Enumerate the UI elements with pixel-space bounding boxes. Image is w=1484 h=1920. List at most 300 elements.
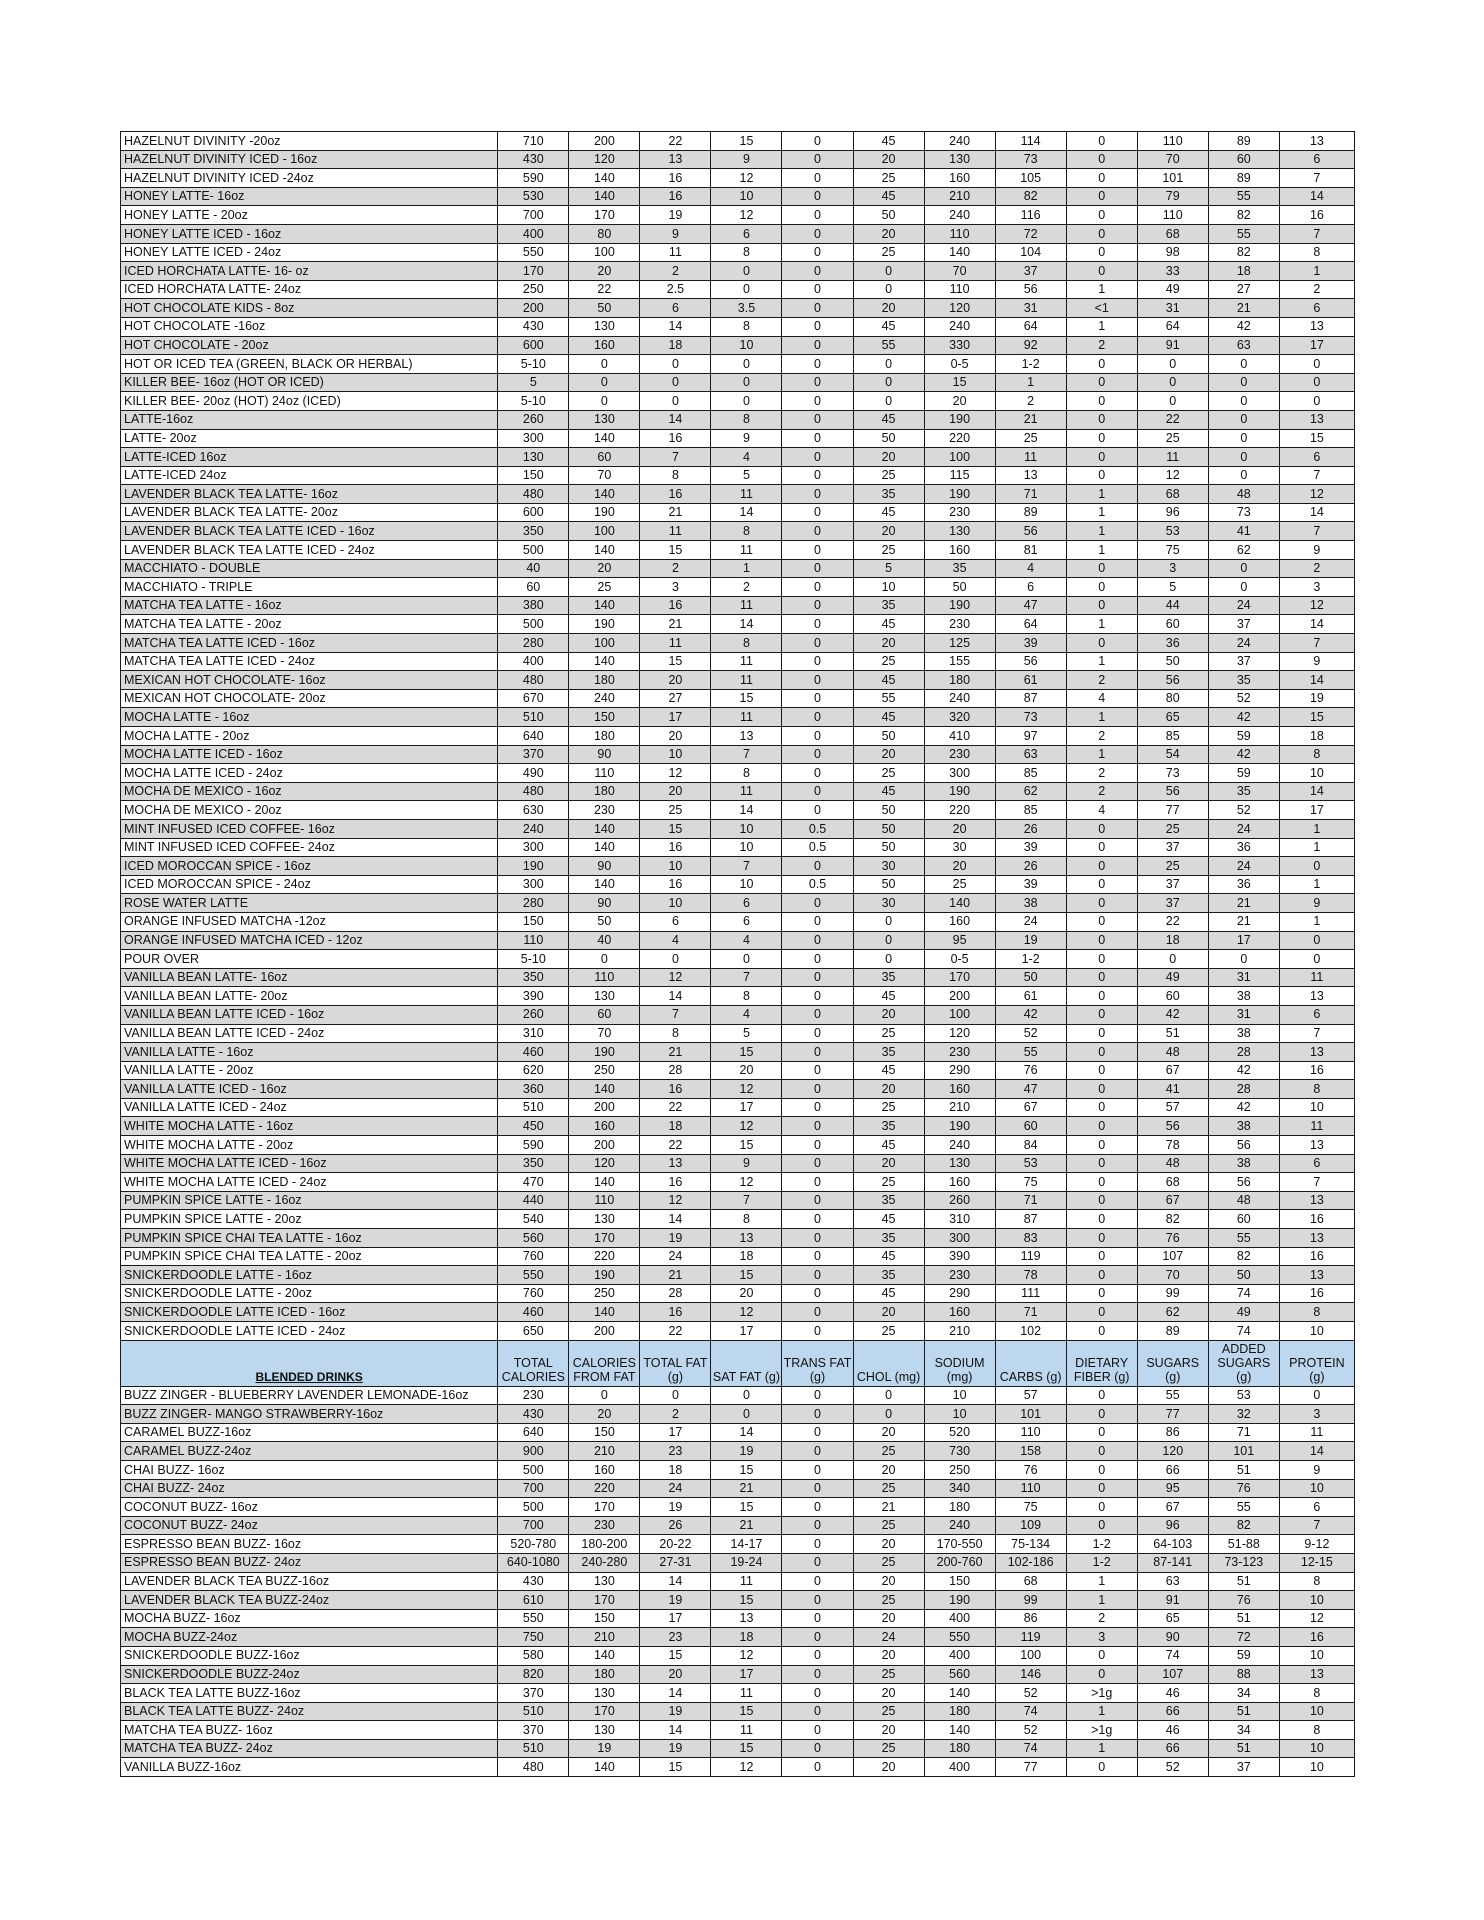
- cell-chol: 20: [853, 745, 924, 764]
- cell-total-fat: 16: [640, 485, 711, 504]
- cell-chol: 45: [853, 1061, 924, 1080]
- cell-dietary-fiber: 4: [1066, 689, 1137, 708]
- cell-total-fat: 2: [640, 1405, 711, 1424]
- cell-carbs: 72: [995, 224, 1066, 243]
- cell-carbs: 1-2: [995, 950, 1066, 969]
- cell-sodium: 190: [924, 782, 995, 801]
- cell-trans-fat: 0: [782, 634, 853, 653]
- cell-trans-fat: 0: [782, 1191, 853, 1210]
- cell-sat-fat: 6: [711, 224, 782, 243]
- cell-dietary-fiber: 0: [1066, 187, 1137, 206]
- cell-chol: 20: [853, 522, 924, 541]
- table-row: [121, 1442, 1355, 1461]
- cell-protein: 6: [1279, 1498, 1354, 1517]
- cell-carbs: 77: [995, 1758, 1066, 1777]
- cell-dietary-fiber: <1: [1066, 299, 1137, 318]
- cell-carbs: 110: [995, 1479, 1066, 1498]
- cell-dietary-fiber: 0: [1066, 132, 1137, 151]
- cell-added-sugars: 59: [1208, 1646, 1279, 1665]
- cell-trans-fat: 0: [782, 1721, 853, 1740]
- cell-sugars: 37: [1137, 838, 1208, 857]
- cell-total-calories: 150: [498, 466, 569, 485]
- cell-trans-fat: 0: [782, 1553, 853, 1572]
- cell-sugars: 25: [1137, 429, 1208, 448]
- drink-name: ICED MOROCCAN SPICE - 16oz: [121, 857, 498, 876]
- cell-protein: 6: [1279, 299, 1354, 318]
- cell-sugars: 66: [1137, 1702, 1208, 1721]
- cell-total-fat: 8: [640, 1024, 711, 1043]
- cell-protein: 0: [1279, 355, 1354, 374]
- cell-trans-fat: 0: [782, 1322, 853, 1341]
- cell-total-calories: 640-1080: [498, 1553, 569, 1572]
- cell-sat-fat: 18: [711, 1247, 782, 1266]
- cell-total-calories: 200: [498, 299, 569, 318]
- cell-trans-fat: 0: [782, 987, 853, 1006]
- cell-total-fat: 17: [640, 1423, 711, 1442]
- cell-calories-from-fat: 110: [569, 764, 640, 783]
- cell-carbs: 89: [995, 503, 1066, 522]
- drink-name: HOT CHOCOLATE -16oz: [121, 317, 498, 336]
- cell-sugars: 46: [1137, 1721, 1208, 1740]
- cell-sugars: 76: [1137, 1229, 1208, 1248]
- cell-total-calories: 430: [498, 1572, 569, 1591]
- cell-total-fat: 20: [640, 1665, 711, 1684]
- cell-total-calories: 460: [498, 1043, 569, 1062]
- cell-chol: 0: [853, 355, 924, 374]
- cell-chol: 25: [853, 1322, 924, 1341]
- cell-sat-fat: 5: [711, 1024, 782, 1043]
- cell-trans-fat: 0: [782, 1498, 853, 1517]
- cell-total-fat: 13: [640, 1154, 711, 1173]
- cell-total-calories: 430: [498, 1405, 569, 1424]
- cell-total-calories: 190: [498, 857, 569, 876]
- cell-carbs: 24: [995, 912, 1066, 931]
- table-row: [121, 912, 1355, 931]
- drink-name: ROSE WATER LATTE: [121, 894, 498, 913]
- cell-dietary-fiber: 0: [1066, 1061, 1137, 1080]
- cell-dietary-fiber: 0: [1066, 1758, 1137, 1777]
- cell-sat-fat: 12: [711, 1646, 782, 1665]
- table-row: [121, 1572, 1355, 1591]
- cell-calories-from-fat: 250: [569, 1061, 640, 1080]
- cell-trans-fat: 0: [782, 485, 853, 504]
- drink-name: MINT INFUSED ICED COFFEE- 16oz: [121, 819, 498, 838]
- cell-sat-fat: 8: [711, 1210, 782, 1229]
- cell-added-sugars: 82: [1208, 1516, 1279, 1535]
- cell-sugars: 41: [1137, 1080, 1208, 1099]
- cell-added-sugars: 59: [1208, 727, 1279, 746]
- cell-dietary-fiber: 0: [1066, 1646, 1137, 1665]
- drink-name: ORANGE INFUSED MATCHA -12oz: [121, 912, 498, 931]
- cell-sat-fat: 14: [711, 1423, 782, 1442]
- cell-sat-fat: 6: [711, 912, 782, 931]
- table-row: [121, 968, 1355, 987]
- cell-carbs: 78: [995, 1266, 1066, 1285]
- cell-chol: 25: [853, 652, 924, 671]
- cell-added-sugars: 24: [1208, 634, 1279, 653]
- cell-total-calories: 500: [498, 1498, 569, 1517]
- cell-sodium: 410: [924, 727, 995, 746]
- cell-protein: 13: [1279, 1266, 1354, 1285]
- cell-sat-fat: 8: [711, 410, 782, 429]
- cell-carbs: 97: [995, 727, 1066, 746]
- cell-protein: 13: [1279, 132, 1354, 151]
- cell-sodium: 400: [924, 1758, 995, 1777]
- cell-dietary-fiber: 0: [1066, 429, 1137, 448]
- cell-carbs: 81: [995, 541, 1066, 560]
- cell-sat-fat: 19-24: [711, 1553, 782, 1572]
- column-header-sodium: SODIUM (mg): [924, 1340, 995, 1386]
- cell-chol: 45: [853, 1136, 924, 1155]
- cell-chol: 45: [853, 1247, 924, 1266]
- drink-name: BLACK TEA LATTE BUZZ- 24oz: [121, 1702, 498, 1721]
- cell-protein: 6: [1279, 150, 1354, 169]
- drink-name: MATCHA TEA LATTE - 20oz: [121, 615, 498, 634]
- cell-protein: 13: [1279, 1229, 1354, 1248]
- cell-calories-from-fat: 130: [569, 1721, 640, 1740]
- cell-dietary-fiber: 1: [1066, 541, 1137, 560]
- cell-calories-from-fat: 0: [569, 392, 640, 411]
- cell-total-calories: 480: [498, 1758, 569, 1777]
- cell-carbs: 19: [995, 931, 1066, 950]
- cell-trans-fat: 0: [782, 912, 853, 931]
- cell-carbs: 92: [995, 336, 1066, 355]
- cell-sodium: 560: [924, 1665, 995, 1684]
- cell-added-sugars: 74: [1208, 1322, 1279, 1341]
- cell-sat-fat: 11: [711, 1721, 782, 1740]
- cell-chol: 0: [853, 1405, 924, 1424]
- cell-trans-fat: 0: [782, 132, 853, 151]
- drink-name: MOCHA BUZZ- 16oz: [121, 1609, 498, 1628]
- cell-sugars: 96: [1137, 1516, 1208, 1535]
- column-header-protein: PROTEIN (g): [1279, 1340, 1354, 1386]
- cell-total-fat: 0: [640, 355, 711, 374]
- cell-total-calories: 700: [498, 1516, 569, 1535]
- cell-trans-fat: 0: [782, 689, 853, 708]
- cell-total-fat: 22: [640, 1322, 711, 1341]
- cell-trans-fat: 0: [782, 1386, 853, 1405]
- cell-carbs: 64: [995, 615, 1066, 634]
- cell-total-fat: 24: [640, 1247, 711, 1266]
- drink-name: VANILLA BEAN LATTE ICED - 24oz: [121, 1024, 498, 1043]
- cell-dietary-fiber: 0: [1066, 1173, 1137, 1192]
- cell-added-sugars: 36: [1208, 875, 1279, 894]
- cell-chol: 30: [853, 894, 924, 913]
- cell-carbs: 37: [995, 262, 1066, 281]
- cell-carbs: 119: [995, 1247, 1066, 1266]
- cell-protein: 7: [1279, 1173, 1354, 1192]
- cell-added-sugars: 38: [1208, 987, 1279, 1006]
- cell-dietary-fiber: 0: [1066, 224, 1137, 243]
- cell-sodium: 170-550: [924, 1535, 995, 1554]
- cell-calories-from-fat: 190: [569, 503, 640, 522]
- cell-protein: 7: [1279, 634, 1354, 653]
- cell-added-sugars: 56: [1208, 1173, 1279, 1192]
- cell-sugars: 91: [1137, 336, 1208, 355]
- cell-sodium: 300: [924, 1229, 995, 1248]
- cell-sodium: 190: [924, 485, 995, 504]
- table-row: [121, 708, 1355, 727]
- cell-total-fat: 0: [640, 392, 711, 411]
- cell-total-fat: 19: [640, 1229, 711, 1248]
- cell-sugars: 96: [1137, 503, 1208, 522]
- cell-protein: 16: [1279, 1210, 1354, 1229]
- cell-protein: 14: [1279, 782, 1354, 801]
- cell-calories-from-fat: 130: [569, 987, 640, 1006]
- cell-protein: 14: [1279, 187, 1354, 206]
- table-row: [121, 950, 1355, 969]
- cell-total-fat: 28: [640, 1061, 711, 1080]
- drink-name: MEXICAN HOT CHOCOLATE- 16oz: [121, 671, 498, 690]
- cell-dietary-fiber: 0: [1066, 355, 1137, 374]
- table-row: [121, 727, 1355, 746]
- cell-total-calories: 590: [498, 169, 569, 188]
- cell-sugars: 25: [1137, 819, 1208, 838]
- cell-trans-fat: 0: [782, 1405, 853, 1424]
- cell-total-calories: 710: [498, 132, 569, 151]
- table-row: [121, 1322, 1355, 1341]
- cell-added-sugars: 82: [1208, 206, 1279, 225]
- cell-sugars: 44: [1137, 596, 1208, 615]
- cell-sat-fat: 14-17: [711, 1535, 782, 1554]
- table-row: [121, 522, 1355, 541]
- cell-sugars: 12: [1137, 466, 1208, 485]
- cell-total-fat: 20-22: [640, 1535, 711, 1554]
- cell-added-sugars: 34: [1208, 1684, 1279, 1703]
- cell-sodium: 300: [924, 764, 995, 783]
- cell-sugars: 101: [1137, 169, 1208, 188]
- column-header-total-calories: TOTAL CALORIES: [498, 1340, 569, 1386]
- cell-added-sugars: 55: [1208, 1498, 1279, 1517]
- cell-chol: 45: [853, 782, 924, 801]
- cell-protein: 11: [1279, 1423, 1354, 1442]
- table-row: [121, 596, 1355, 615]
- cell-sodium: 110: [924, 224, 995, 243]
- drink-name: COCONUT BUZZ- 16oz: [121, 1498, 498, 1517]
- cell-calories-from-fat: 90: [569, 745, 640, 764]
- cell-sodium: 140: [924, 1684, 995, 1703]
- cell-sugars: 31: [1137, 299, 1208, 318]
- cell-added-sugars: 0: [1208, 466, 1279, 485]
- cell-total-fat: 24: [640, 1479, 711, 1498]
- table-row: [121, 1702, 1355, 1721]
- cell-sodium: 180: [924, 1702, 995, 1721]
- cell-total-calories: 560: [498, 1229, 569, 1248]
- cell-sat-fat: 11: [711, 652, 782, 671]
- cell-total-fat: 14: [640, 1721, 711, 1740]
- cell-chol: 5: [853, 559, 924, 578]
- table-row: [121, 336, 1355, 355]
- table-row: [121, 634, 1355, 653]
- cell-sodium: 20: [924, 819, 995, 838]
- drink-name: MOCHA LATTE - 20oz: [121, 727, 498, 746]
- cell-chol: 45: [853, 987, 924, 1006]
- cell-sodium: 220: [924, 429, 995, 448]
- cell-total-fat: 16: [640, 596, 711, 615]
- cell-carbs: 39: [995, 634, 1066, 653]
- cell-calories-from-fat: 140: [569, 819, 640, 838]
- cell-sugars: 82: [1137, 1210, 1208, 1229]
- cell-dietary-fiber: 0: [1066, 150, 1137, 169]
- cell-calories-from-fat: 140: [569, 1758, 640, 1777]
- cell-total-calories: 590: [498, 1136, 569, 1155]
- cell-total-fat: 3: [640, 578, 711, 597]
- cell-calories-from-fat: 50: [569, 912, 640, 931]
- cell-trans-fat: 0: [782, 1591, 853, 1610]
- cell-trans-fat: 0: [782, 745, 853, 764]
- cell-trans-fat: 0: [782, 243, 853, 262]
- cell-sodium: 200-760: [924, 1553, 995, 1572]
- cell-total-fat: 11: [640, 243, 711, 262]
- cell-sodium: 390: [924, 1247, 995, 1266]
- cell-sodium: 320: [924, 708, 995, 727]
- cell-sodium: 330: [924, 336, 995, 355]
- drink-name: ICED HORCHATA LATTE- 24oz: [121, 280, 498, 299]
- cell-protein: 8: [1279, 1080, 1354, 1099]
- cell-total-fat: 14: [640, 1572, 711, 1591]
- drink-name: LATTE-ICED 16oz: [121, 448, 498, 467]
- cell-carbs: 61: [995, 987, 1066, 1006]
- cell-trans-fat: 0: [782, 1173, 853, 1192]
- cell-trans-fat: 0: [782, 1024, 853, 1043]
- table-row: [121, 1423, 1355, 1442]
- cell-sugars: 110: [1137, 206, 1208, 225]
- cell-total-fat: 19: [640, 1702, 711, 1721]
- cell-dietary-fiber: 1: [1066, 522, 1137, 541]
- drink-name: MATCHA TEA LATTE - 16oz: [121, 596, 498, 615]
- cell-protein: 12: [1279, 1609, 1354, 1628]
- cell-trans-fat: 0: [782, 355, 853, 374]
- cell-sugars: 65: [1137, 708, 1208, 727]
- cell-calories-from-fat: 160: [569, 1460, 640, 1479]
- cell-total-fat: 9: [640, 224, 711, 243]
- cell-dietary-fiber: 0: [1066, 931, 1137, 950]
- cell-protein: 7: [1279, 522, 1354, 541]
- cell-calories-from-fat: 230: [569, 1516, 640, 1535]
- cell-dietary-fiber: 0: [1066, 912, 1137, 931]
- cell-trans-fat: 0: [782, 1005, 853, 1024]
- cell-protein: 3: [1279, 1405, 1354, 1424]
- cell-sat-fat: 7: [711, 1191, 782, 1210]
- cell-chol: 20: [853, 1758, 924, 1777]
- cell-sodium: 160: [924, 912, 995, 931]
- drink-name: CARAMEL BUZZ-24oz: [121, 1442, 498, 1461]
- table-row: [121, 1516, 1355, 1535]
- cell-sat-fat: 11: [711, 485, 782, 504]
- cell-total-fat: 19: [640, 206, 711, 225]
- cell-sodium: 180: [924, 671, 995, 690]
- table-row: [121, 578, 1355, 597]
- cell-sat-fat: 0: [711, 392, 782, 411]
- cell-sugars: 0: [1137, 355, 1208, 374]
- cell-chol: 25: [853, 764, 924, 783]
- cell-dietary-fiber: 0: [1066, 1423, 1137, 1442]
- cell-dietary-fiber: 0: [1066, 410, 1137, 429]
- cell-calories-from-fat: 140: [569, 541, 640, 560]
- cell-calories-from-fat: 140: [569, 652, 640, 671]
- drink-name: VANILLA LATTE ICED - 16oz: [121, 1080, 498, 1099]
- cell-dietary-fiber: 0: [1066, 987, 1137, 1006]
- cell-sodium: 100: [924, 448, 995, 467]
- cell-trans-fat: 0: [782, 1572, 853, 1591]
- cell-chol: 0: [853, 931, 924, 950]
- cell-calories-from-fat: 50: [569, 299, 640, 318]
- cell-calories-from-fat: 160: [569, 336, 640, 355]
- cell-added-sugars: 73-123: [1208, 1553, 1279, 1572]
- cell-carbs: 71: [995, 1303, 1066, 1322]
- cell-sodium: 520: [924, 1423, 995, 1442]
- cell-added-sugars: 73: [1208, 503, 1279, 522]
- cell-sodium: 120: [924, 299, 995, 318]
- table-row: [121, 243, 1355, 262]
- drink-name: SNICKERDOODLE LATTE ICED - 24oz: [121, 1322, 498, 1341]
- cell-calories-from-fat: 100: [569, 634, 640, 653]
- cell-sodium: 140: [924, 1721, 995, 1740]
- cell-dietary-fiber: 1: [1066, 652, 1137, 671]
- cell-calories-from-fat: 0: [569, 1386, 640, 1405]
- cell-sugars: 68: [1137, 485, 1208, 504]
- section-header-row: [121, 1340, 1355, 1386]
- cell-total-calories: 350: [498, 522, 569, 541]
- cell-calories-from-fat: 90: [569, 894, 640, 913]
- column-header-total-fat: TOTAL FAT (g): [640, 1340, 711, 1386]
- cell-dietary-fiber: 0: [1066, 448, 1137, 467]
- cell-trans-fat: 0: [782, 1516, 853, 1535]
- cell-chol: 20: [853, 1460, 924, 1479]
- drink-name: HONEY LATTE ICED - 16oz: [121, 224, 498, 243]
- cell-sat-fat: 17: [711, 1665, 782, 1684]
- cell-sat-fat: 15: [711, 1739, 782, 1758]
- cell-sat-fat: 15: [711, 1043, 782, 1062]
- drink-name: ESPRESSO BEAN BUZZ- 24oz: [121, 1553, 498, 1572]
- table-row: [121, 503, 1355, 522]
- drink-name: PUMPKIN SPICE LATTE - 16oz: [121, 1191, 498, 1210]
- cell-chol: 21: [853, 1498, 924, 1517]
- cell-sodium: 220: [924, 801, 995, 820]
- cell-trans-fat: 0: [782, 206, 853, 225]
- drink-name: SNICKERDOODLE BUZZ-24oz: [121, 1665, 498, 1684]
- cell-sugars: 22: [1137, 912, 1208, 931]
- cell-dietary-fiber: 0: [1066, 1284, 1137, 1303]
- table-row: [121, 671, 1355, 690]
- cell-protein: 15: [1279, 429, 1354, 448]
- cell-dietary-fiber: 0: [1066, 1098, 1137, 1117]
- cell-total-calories: 40: [498, 559, 569, 578]
- cell-sat-fat: 7: [711, 745, 782, 764]
- cell-protein: 0: [1279, 1386, 1354, 1405]
- cell-sodium: 240: [924, 1136, 995, 1155]
- cell-added-sugars: 0: [1208, 950, 1279, 969]
- cell-protein: 7: [1279, 169, 1354, 188]
- cell-total-fat: 19: [640, 1591, 711, 1610]
- cell-carbs: 56: [995, 652, 1066, 671]
- cell-sodium: 230: [924, 503, 995, 522]
- cell-sat-fat: 20: [711, 1284, 782, 1303]
- cell-sodium: 230: [924, 1043, 995, 1062]
- cell-chol: 25: [853, 1665, 924, 1684]
- cell-added-sugars: 42: [1208, 1061, 1279, 1080]
- cell-total-calories: 550: [498, 243, 569, 262]
- table-row: [121, 132, 1355, 151]
- cell-trans-fat: 0: [782, 1154, 853, 1173]
- cell-total-fat: 7: [640, 448, 711, 467]
- cell-protein: 11: [1279, 968, 1354, 987]
- cell-calories-from-fat: 190: [569, 1266, 640, 1285]
- cell-sodium: 130: [924, 1154, 995, 1173]
- cell-trans-fat: 0: [782, 522, 853, 541]
- cell-added-sugars: 38: [1208, 1154, 1279, 1173]
- cell-protein: 10: [1279, 1322, 1354, 1341]
